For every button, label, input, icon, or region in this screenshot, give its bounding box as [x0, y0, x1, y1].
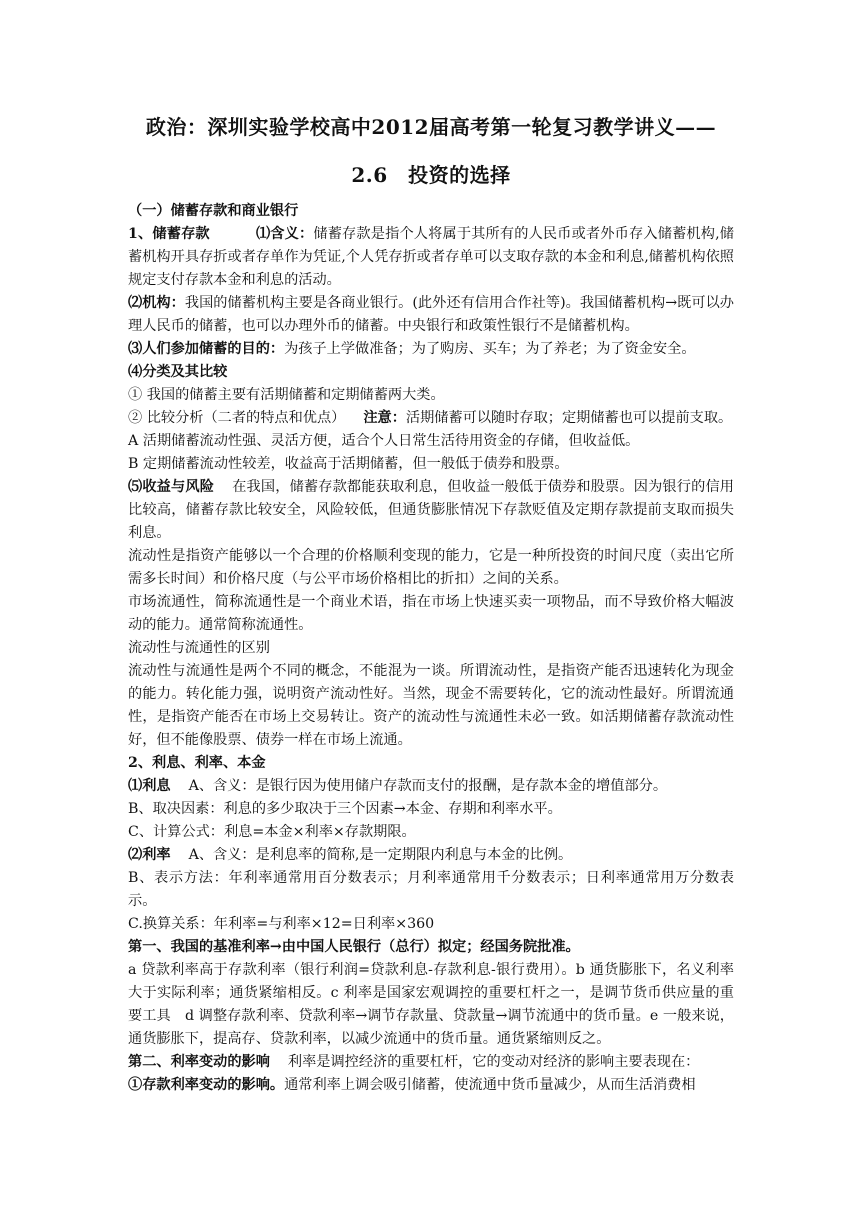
para-rate-meaning — [128, 844, 734, 867]
para-difference-text: 流动性与流通性是两个不同的概念，不能混为一谈。所谓流动性，是指资产能否迅速转化为现金的能力。转化能力强，说明资产流动性好。当然，现金不需要转化，它的流动性最好。所谓流通性，是指资产能否在市场上交易转让。资产的流动性与流通性未必一致。如活期储蓄存款流动性好，但不能像股票、债券一样在市场上流通。 — [128, 663, 734, 748]
text-purpose: 为孩子上学做准备；为了购房、买车；为了养老；为了资金安全。 — [284, 341, 696, 357]
para-benchmark-rate: 第一、我国的基准利率→由中国人民银行（总行）拟定；经国务院批准。 — [128, 939, 580, 955]
text-rate-meaning: A、含义：是利息率的简称,是一定期限内利息与本金的比例。 — [188, 847, 573, 863]
para-savings-definition — [128, 223, 734, 292]
para-institutions — [128, 292, 734, 338]
para-rate-conversion: C.换算关系：年利率=与利率×12=日利率×360 — [128, 916, 435, 932]
para-interest-factors: B、取决因素：利息的多少取决于三个因素→本金、存期和利率水平。 — [128, 801, 562, 817]
para-comparison — [128, 407, 734, 430]
text-return-risk: 在我国，储蓄存款都能获取利息，但收益一般低于债券和股票。因为银行的信用比较高，储蓄存款比较安全，风险较低，但通货膨胀情况下存款贬值及定期存款提前支取而损失利息。 — [128, 479, 734, 541]
para-purpose — [128, 338, 734, 361]
para-return-risk — [128, 476, 734, 545]
para-rate-points: a 贷款利率高于存款利率（银行利润=贷款利息-存款利息-银行费用）。b 通货膨胀下，名义利率大于实际利率；通货紧缩相反。c 利率是国家宏观调控的重要杠杆之一，是调节货币供应量的重要工具 d 调整存款利率、贷款利率→调节存款量、贷款量→调节流通中的货币量。e 一般来说，通货膨胀下，提高存、贷款利率，以减少流通中的货币量。通货紧缩则反之。 — [128, 962, 734, 1047]
label-savings: 1、储蓄存款 — [128, 226, 210, 242]
label-meaning: ⑴含义： — [255, 226, 314, 242]
text-rate-change: 利率是调控经济的重要杠杆，它的变动对经济的影响主要表现在： — [287, 1054, 700, 1070]
label-deposit-rate-effect: ①存款利率变动的影响。 — [128, 1077, 285, 1093]
text-note: 活期储蓄可以随时存取；定期储蓄也可以提前支取。 — [405, 410, 733, 426]
section-heading-interest: 2、利息、利率、本金 — [128, 755, 266, 771]
label-interest: ⑴利息 — [128, 778, 171, 794]
para-rate-notation: B、表示方法：年利率通常用百分数表示；月利率通常用千分数表示；日利率通常用万分数表示。 — [128, 870, 734, 909]
para-interest-formula: C、计算公式：利息=本金×利率×存款期限。 — [128, 824, 416, 840]
label-rate-change: 第二、利率变动的影响 — [128, 1054, 270, 1070]
para-demand-deposit: A 活期储蓄流动性强、灵活方便，适合个人日常生活待用资金的存储，但收益低。 — [128, 433, 640, 449]
para-time-deposit: B 定期储蓄流动性较差，收益高于活期储蓄，但一般低于债券和股票。 — [128, 456, 569, 472]
text-deposit-rate-effect: 通常利率上调会吸引储蓄，使流通中货币量减少，从而生活消费相 — [284, 1077, 696, 1093]
label-classification: ⑷分类及其比较 — [128, 364, 228, 380]
para-marketability-definition: 市场流通性，简称流通性是一个商业术语，指在市场上快速买卖一项物品，而不导致价格大幅波动的能力。通常简称流通性。 — [128, 594, 734, 633]
label-institutions: ⑵机构： — [128, 295, 185, 311]
label-rate: ⑵利率 — [128, 847, 171, 863]
text-savings-definition: 储蓄存款是指个人将属于其所有的人民币或者外币存入储蓄机构,储蓄机构开具存折或者存单作为凭证,个人凭存折或者存单可以支取存款的本金和利息,储蓄机构依照规定支付存款本金和利息的活动。 — [128, 226, 734, 288]
label-note: 注意： — [363, 410, 406, 426]
para-rate-change — [128, 1051, 734, 1074]
para-types: ① 我国的储蓄主要有活期储蓄和定期储蓄两大类。 — [128, 387, 445, 403]
text-interest-meaning: A、含义：是银行因为使用储户存款而支付的报酬，是存款本金的增值部分。 — [188, 778, 668, 794]
section-heading-savings: （一）储蓄存款和商业银行 — [128, 203, 299, 219]
label-return-risk: ⑸收益与风险 — [128, 479, 215, 495]
para-liquidity-definition: 流动性是指资产能够以一个合理的价格顺利变现的能力，它是一种所投资的时间尺度（卖出它所需多长时间）和价格尺度（与公平市场价格相比的折扣）之间的关系。 — [128, 548, 734, 587]
doc-title-line2: 2.6 投资的选择 — [351, 163, 511, 187]
para-difference-heading: 流动性与流通性的区别 — [128, 640, 270, 656]
para-deposit-rate-effect — [128, 1074, 734, 1097]
text-comparison: ② 比较分析（二者的特点和优点） — [128, 410, 346, 426]
label-purpose: ⑶人们参加储蓄的目的： — [128, 341, 285, 357]
para-interest-meaning — [128, 775, 734, 798]
text-institutions: 我国的储蓄机构主要是各商业银行。(此外还有信用合作社等)。我国储蓄机构→既可以办理人民币的储蓄，也可以办理外币的储蓄。中央银行和政策性银行不是储蓄机构。 — [128, 295, 734, 334]
doc-title-line1: 政治：深圳实验学校高中2012届高考第一轮复习教学讲义—— — [145, 115, 717, 139]
